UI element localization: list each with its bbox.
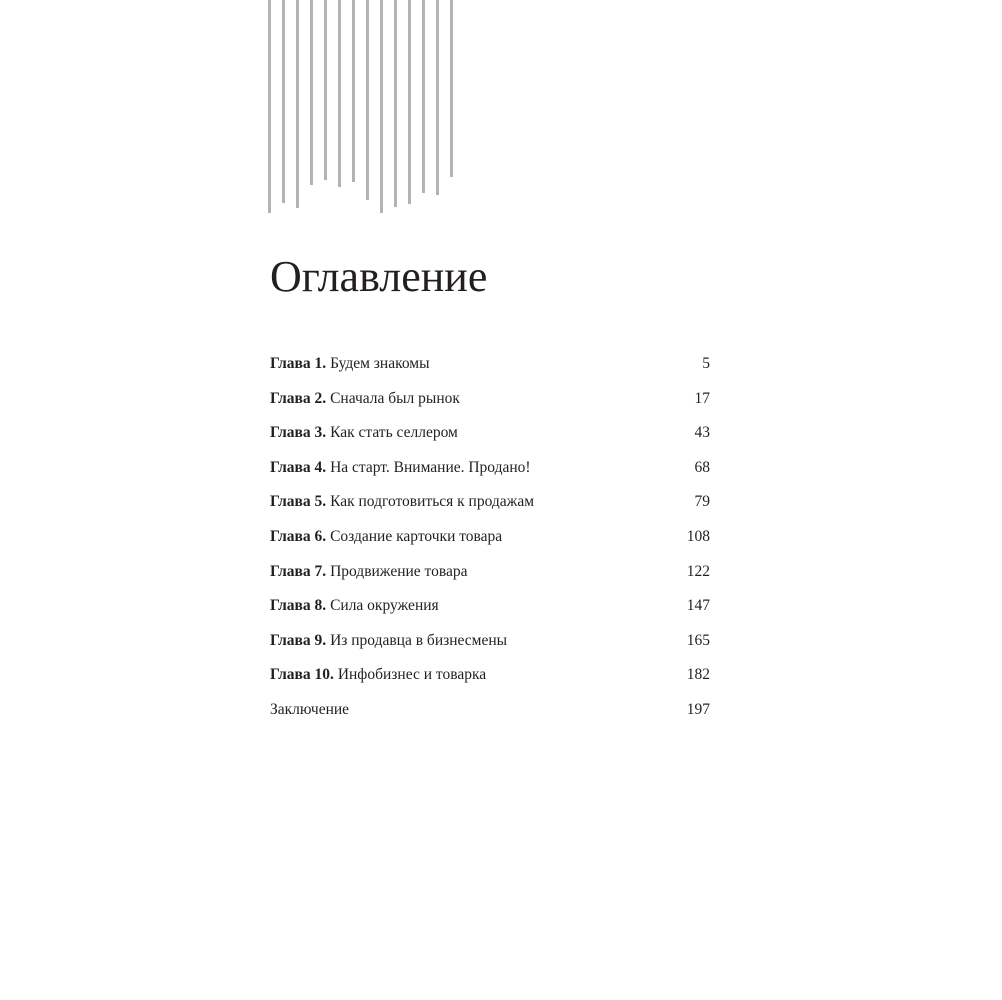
chapter-number: Глава 2. [270,389,327,407]
chapter-title: Создание карточки товара [330,527,503,545]
chapter-number: Глава 3. [270,424,327,442]
toc-entry [270,629,710,664]
toc-entry-label [270,352,430,376]
decorative-stripe [282,0,285,203]
toc-entry-label [270,560,467,584]
toc-entry [270,525,710,560]
decorative-stripe [338,0,341,187]
toc-entry-label [270,490,534,514]
chapter-number: Глава 9. [270,631,327,649]
page-number: 165 [686,631,710,649]
chapter-title: Продвижение товара [330,562,468,580]
toc-entry [270,698,710,733]
table-of-contents [270,352,710,733]
decorative-stripe [394,0,397,207]
chapter-number: Глава 7. [270,562,327,580]
toc-entry-label [270,456,531,480]
toc-entry [270,490,710,525]
toc-entry-label [270,421,458,445]
decorative-stripe [296,0,299,208]
page-number: 108 [686,527,710,545]
toc-entry [270,421,710,456]
chapter-number: Глава 6. [270,527,327,545]
chapter-number: Глава 10. [270,666,334,684]
page-title: Оглавление [270,252,488,301]
chapter-number: Глава 1. [270,355,327,372]
toc-entry-label [270,663,486,687]
decorative-stripe [450,0,453,177]
decorative-stripe [310,0,313,185]
page-number: 147 [686,597,710,615]
chapter-title: На старт. Внимание. Продано! [330,458,531,476]
toc-entry-label [270,525,502,549]
decorative-stripe [380,0,383,213]
decorative-stripe [436,0,439,195]
chapter-number: Глава 4. [270,458,327,476]
page-number: 68 [694,458,710,476]
page-number: 182 [686,666,710,684]
chapter-title: Заключение [270,700,350,718]
chapter-number: Глава 8. [270,597,327,615]
chapter-title: Будем знакомы [330,355,430,372]
toc-entry [270,560,710,595]
chapter-title: Инфобизнес и товарка [337,666,487,684]
chapter-title: Из продавца в бизнесмены [330,631,508,649]
toc-entry-label [270,698,349,722]
decorative-stripe [366,0,369,200]
decorative-stripe [352,0,355,182]
toc-entry [270,352,710,387]
toc-entry [270,594,710,629]
toc-entry [270,663,710,698]
page-number: 43 [694,424,710,442]
decorative-stripes [0,0,1002,230]
page-number: 197 [686,700,710,718]
decorative-stripe [408,0,411,204]
chapter-number: Глава 5. [270,493,327,511]
toc-entry-label [270,387,460,411]
page-number: 5 [702,355,710,372]
page-number: 122 [686,562,710,580]
chapter-title: Как подготовиться к продажам [330,493,535,511]
page-number: 17 [694,389,710,407]
toc-entry-label [270,629,507,653]
toc-entry [270,387,710,422]
chapter-title: Как стать селлером [330,424,458,442]
decorative-stripe [324,0,327,180]
chapter-title: Сила окружения [330,597,439,615]
decorative-stripe [422,0,425,193]
chapter-title: Сначала был рынок [330,389,460,407]
decorative-stripe [268,0,271,213]
toc-entry [270,456,710,491]
page-number: 79 [694,493,710,511]
toc-entry-label [270,594,439,618]
